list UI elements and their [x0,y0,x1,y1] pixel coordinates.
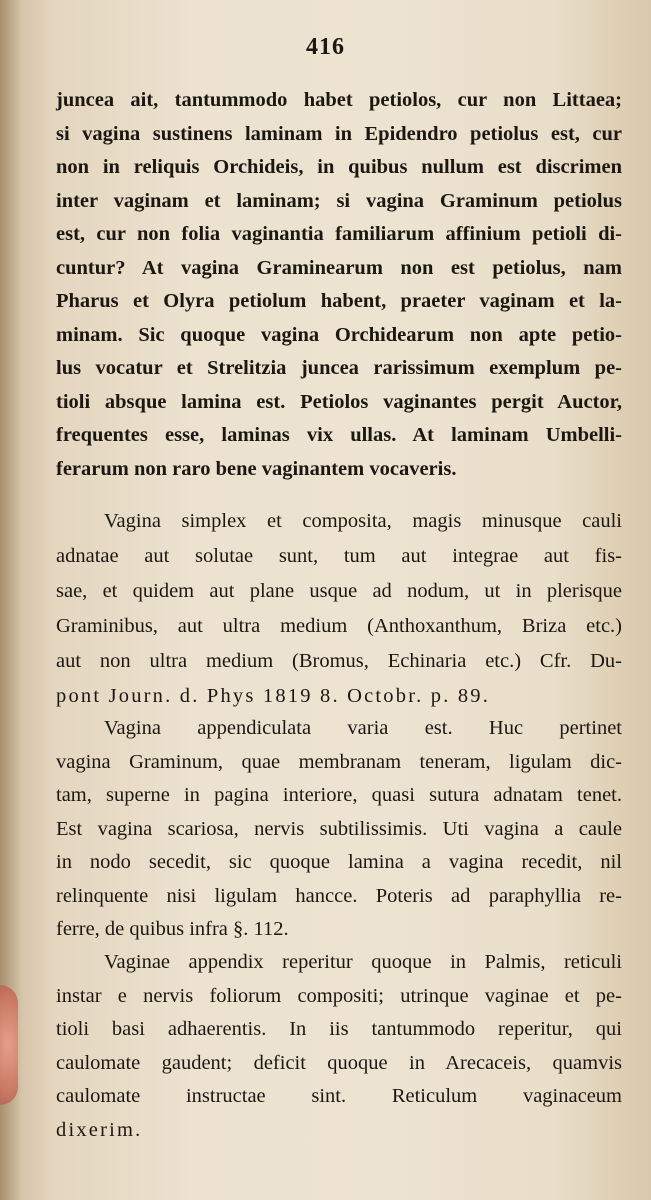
text-line: Vagina appendiculata varia est. Huc pertinet [104,717,622,739]
text-line: caulomate gaudent; deficit quoque in Arecaceis, quamvis [56,1051,622,1074]
page-number: 416 [306,34,345,60]
text-line: frequentes esse, laminas vix ullas. At laminam Umbelli- [56,424,622,446]
text-line: tam, superne in pagina interiore, quasi sutura adnatam tenet. [56,784,622,806]
text-line: Pharus et Olyra petiolum habent, praeter vaginam et la- [56,290,622,312]
text-line: tioli absque lamina est. Petiolos vaginantes pergit Auctor, [56,390,622,413]
text-line: ferre, de quibus infra §. 112. [56,918,289,940]
text-line: est, cur non folia vaginantia familiarum affinium petioli di- [56,223,622,245]
text-line: tioli basi adhaerentis. In iis tantummodo reperitur, qui [56,1018,622,1040]
text-line: Vaginae appendix reperitur quoque in Palmis, reticuli [104,951,622,973]
text-line: sae, et quidem aut plane usque ad nodum, ut in plerisque [56,580,622,602]
paragraph-4 [56,946,622,1147]
text-line: aut non ultra medium (Bromus, Echinaria etc.) Cfr. Du- [56,650,622,672]
text-line: relinquente nisi ligulam hancce. Poteris ad paraphyllia re- [56,884,622,907]
text-line: lus vocatur et Strelitzia juncea rarissimum exemplum pe- [56,357,622,379]
text-line: inter vaginam et laminam; si vagina Graminum petiolus [56,189,622,212]
text-line: Vagina simplex et composita, magis minusque cauli [104,510,622,532]
paragraph-3 [56,712,622,947]
thumb-holding-page [0,985,18,1105]
text-line: Est vagina scariosa, nervis subtilissimis. Uti vagina a caule [56,817,622,840]
text-line: cuntur? At vagina Graminearum non est petiolus, nam [56,256,622,279]
text-line: minam. Sic quoque vagina Orchidearum non apte petio- [56,323,622,346]
text-line: caulomate instructae sint. Reticulum vaginaceum [56,1085,622,1107]
text-line: si vagina sustinens laminam in Epidendro petiolus est, cur [56,122,622,145]
text-line: dixerim. [56,1118,143,1141]
text-line: vagina Graminum, quae membranam teneram, ligulam dic- [56,750,622,773]
text-line: adnatae aut solutae sunt, tum aut integrae aut fis- [56,545,622,567]
text-line: ferarum non raro bene vaginantem vocaveris. [56,457,457,480]
paragraph-2 [56,504,622,714]
text-line: juncea ait, tantummodo habet petiolos, cur non Littaea; [56,89,622,111]
text-line: instar e nervis foliorum compositi; utrinque vaginae et pe- [56,984,622,1007]
text-line: pont Journ. d. Phys 1819 8. Octobr. p. 89. [56,685,491,707]
text-line: in nodo secedit, sic quoque lamina a vagina recedit, nil [56,851,622,873]
text-line: Graminibus, aut ultra medium (Anthoxanthum, Briza etc.) [56,615,622,637]
text-line: non in reliquis Orchideis, in quibus nullum est discrimen [56,156,622,178]
paragraph-1 [56,84,622,486]
